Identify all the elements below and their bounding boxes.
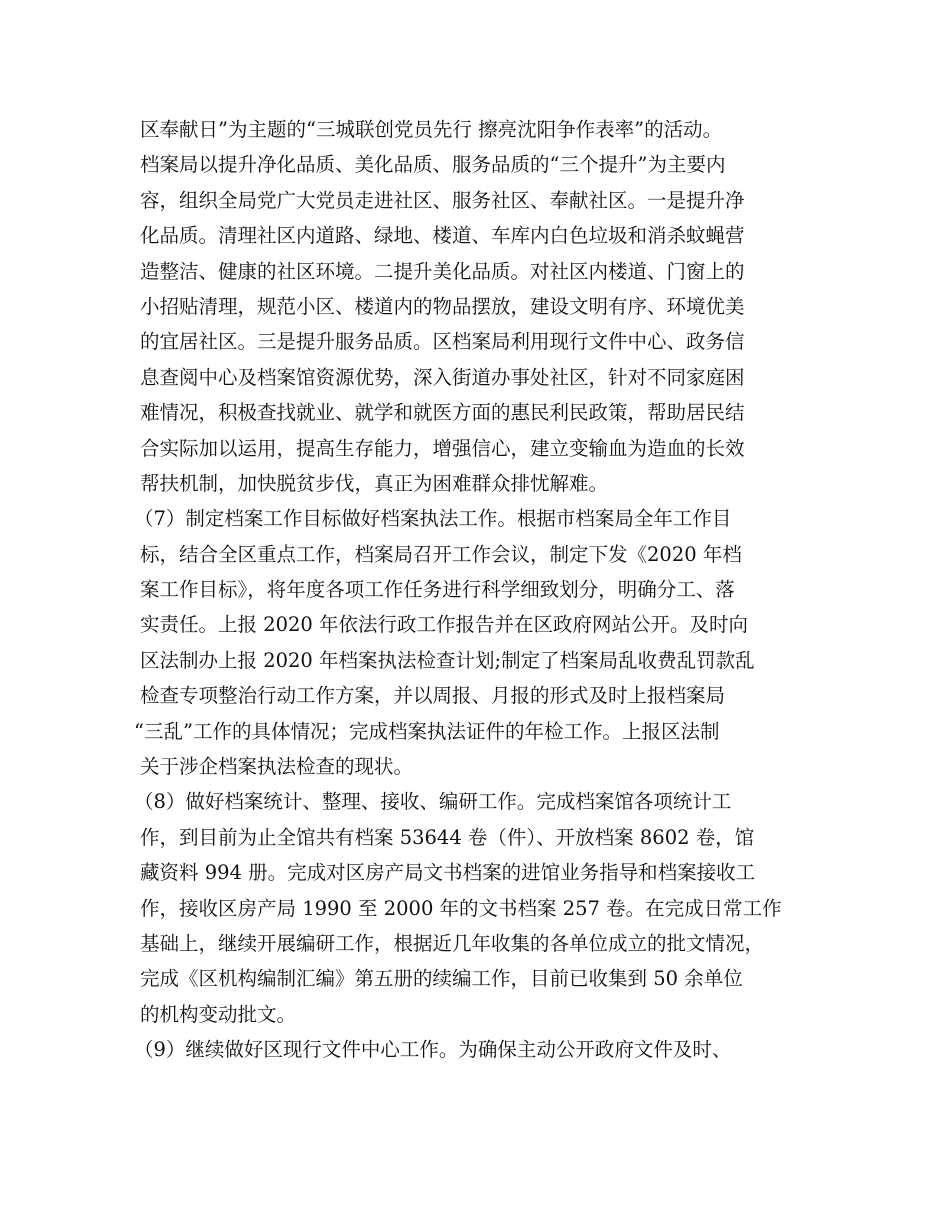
text-line: 完成《区机构编制汇编》第五册的续编工作，目前已收集到 50 余单位 [140, 967, 743, 991]
text-line: 作，接收区房产局 1990 至 2000 年的文书档案 257 卷。在完成日常工作 [140, 896, 782, 920]
document-body [134, 112, 820, 1068]
text-line: 关于涉企档案执法检查的现状。 [140, 755, 414, 779]
text-line: 的机构变动批文。 [140, 1002, 297, 1026]
section-heading-line: （9）继续做好区现行文件中心工作。为确保主动公开政府文件及时、 [134, 1038, 732, 1062]
text-line: “三乱”工作的具体情况；完成档案执法证件的年检工作。上报区法制 [134, 719, 720, 743]
text-line: 合实际加以运用，提高生存能力，增强信心，建立变输血为造血的长效 [140, 436, 745, 460]
text-line: 作，到目前为止全馆共有档案 53644 卷（件）、开放档案 8602 卷，馆 [140, 825, 755, 849]
text-line: 的宜居社区。三是提升服务品质。区档案局利用现行文件中心、政务信 [140, 330, 745, 354]
text-line: 标，结合全区重点工作，档案局召开工作会议，制定下发《2020 年档 [140, 542, 742, 566]
text-line: 难情况，积极查找就业、就学和就医方面的惠民利民政策，帮助居民结 [140, 401, 745, 425]
text-line: 造整洁、健康的社区环境。二提升美化品质。对社区内楼道、门窗上的 [140, 259, 745, 283]
text-line: 息查阅中心及档案馆资源优势，深入街道办事处社区，针对不同家庭困 [140, 365, 745, 389]
section-heading-line: （7）制定档案工作目标做好档案执法工作。根据市档案局全年工作目 [134, 507, 732, 531]
section-heading-line: （8）做好档案统计、整理、接收、编研工作。完成档案馆各项统计工 [134, 790, 732, 814]
text-line: 案工作目标》，将年度各项工作任务进行科学细致划分，明确分工、落 [140, 578, 735, 602]
text-line: 检查专项整治行动工作方案，并以周报、月报的形式及时上报档案局 [140, 684, 726, 708]
text-line: 区法制办上报 2020 年档案执法检查计划;制定了档案局乱收费乱罚款乱 [140, 648, 755, 672]
text-line: 容，组织全局党广大党员走进社区、服务社区、奉献社区。一是提升净 [140, 188, 745, 212]
text-line: 帮扶机制，加快脱贫步伐，真正为困难群众排忧解难。 [140, 471, 609, 495]
text-line: 基础上，继续开展编研工作，根据近几年收集的各单位成立的批文情况， [140, 931, 765, 955]
text-line: 化品质。清理社区内道路、绿地、楼道、车库内白色垃圾和消杀蚊蝇营 [140, 224, 745, 248]
text-line: 小招贴清理，规范小区、楼道内的物品摆放，建设文明有序、环境优美 [140, 294, 745, 318]
text-line: 实责任。上报 2020 年依法行政工作报告并在区政府网站公开。及时向 [140, 613, 749, 637]
text-line: 区奉献日”为主题的“三城联创党员先行 擦亮沈阳争作表率”的活动。 [140, 118, 723, 141]
text-line: 藏资料 994 册。完成对区房产局文书档案的进馆业务指导和档案接收工 [140, 861, 756, 885]
text-line: 档案局以提升净化品质、美化品质、服务品质的“三个提升”为主要内 [140, 153, 726, 177]
